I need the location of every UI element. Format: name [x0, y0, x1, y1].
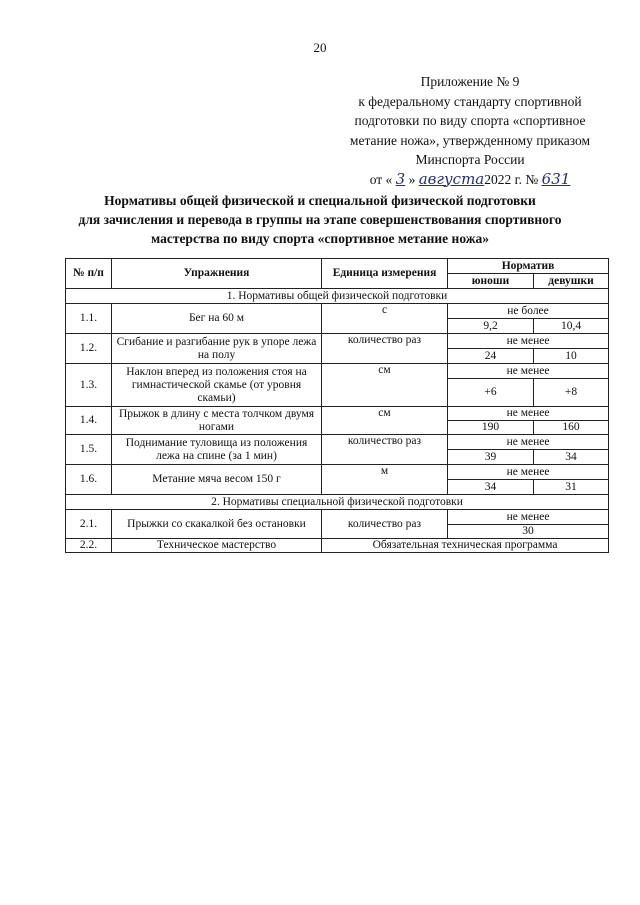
title-line-3: мастерства по виду спорта «спортивное метание ножа»: [150, 231, 490, 246]
value-girls: 31: [534, 480, 609, 495]
row-num: 2.1.: [66, 510, 112, 539]
row-exercise: Техническое мастерство: [112, 539, 322, 553]
row-exercise: Метание мяча весом 150 г: [112, 465, 322, 495]
value-boys: 34: [448, 480, 534, 495]
row-exercise: Поднимание туловища из положения лежа на спине (за 1 мин): [112, 435, 322, 465]
row-qualifier: не менее: [448, 435, 609, 450]
date-prefix: от «: [369, 171, 393, 187]
table-row: [66, 510, 609, 525]
value-both: 30: [448, 525, 609, 539]
row-qualifier: не менее: [448, 364, 609, 379]
order-date-line: [325, 170, 615, 190]
value-boys: 9,2: [448, 319, 534, 334]
row-num: 1.3.: [66, 364, 112, 407]
appendix-line-1: Приложение № 9: [420, 74, 520, 89]
appendix-line-2: к федеральному стандарту спортивной: [358, 93, 582, 109]
header-norm: Норматив: [448, 259, 609, 274]
row-qualifier: не менее: [448, 334, 609, 349]
row-unit: см: [322, 364, 448, 407]
header-exercises: Упражнения: [112, 259, 322, 289]
order-number-handwritten: 631: [541, 169, 571, 188]
value-boys: 190: [448, 421, 534, 435]
appendix-line-5: Минспорта России: [415, 152, 525, 167]
value-girls: 10,4: [534, 319, 609, 334]
header-boys: юноши: [448, 274, 534, 289]
table-row: [66, 334, 609, 349]
row-qualifier: не менее: [448, 465, 609, 480]
date-year: 2022 г. №: [484, 171, 539, 187]
row-exercise: Прыжки со скакалкой без остановки: [112, 510, 322, 539]
page-number: 20: [313, 40, 327, 55]
row-num: 1.4.: [66, 407, 112, 435]
row-unit: с: [322, 304, 448, 334]
row-num: 1.1.: [66, 304, 112, 334]
value-boys: +6: [448, 379, 534, 407]
row-num: 1.2.: [66, 334, 112, 364]
date-month-handwritten: августа: [418, 169, 485, 188]
section-row: [66, 289, 609, 304]
row-exercise: Бег на 60 м: [112, 304, 322, 334]
value-boys: 24: [448, 349, 534, 364]
table-row: [66, 304, 609, 319]
table-row: [66, 407, 609, 421]
appendix-header: [325, 72, 615, 189]
norms-table: [65, 258, 609, 553]
row-program: Обязательная техническая программа: [322, 539, 609, 553]
row-num: 2.2.: [66, 539, 112, 553]
row-unit: см: [322, 407, 448, 435]
section-row: [66, 495, 609, 510]
date-mid: »: [408, 171, 416, 187]
row-unit: количество раз: [322, 510, 448, 539]
row-num: 1.6.: [66, 465, 112, 495]
appendix-line-3: подготовки по виду спорта «спортивное: [354, 113, 586, 128]
header-row: [66, 259, 609, 274]
row-qualifier: не менее: [448, 407, 609, 421]
row-unit: количество раз: [322, 435, 448, 465]
row-exercise: Сгибание и разгибание рук в упоре лежа на полу: [112, 334, 322, 364]
table-row: [66, 435, 609, 450]
value-girls: 10: [534, 349, 609, 364]
row-unit: м: [322, 465, 448, 495]
header-unit: Единица измерения: [322, 259, 448, 289]
row-num: 1.5.: [66, 435, 112, 465]
date-day-handwritten: 3: [395, 169, 406, 188]
row-qualifier: не более: [448, 304, 609, 319]
value-girls: 34: [534, 450, 609, 465]
value-girls: +8: [534, 379, 609, 407]
value-girls: 160: [534, 421, 609, 435]
title-line-2: для зачисления и перевода в группы на этапе совершенствования спортивного: [78, 212, 562, 227]
row-exercise: Прыжок в длину с места толчком двумя ногами: [112, 407, 322, 435]
appendix-line-4: метание ножа», утвержденному приказом: [349, 132, 591, 148]
row-exercise: Наклон вперед из положения стоя на гимнастической скамье (от уровня скамьи): [112, 364, 322, 407]
table-row: [66, 539, 609, 553]
header-num: № п/п: [66, 259, 112, 289]
table-row: [66, 465, 609, 480]
title-line-1: Нормативы общей физической и специальной физической подготовки: [104, 193, 536, 208]
document-title: [40, 191, 600, 248]
row-qualifier: не менее: [448, 510, 609, 525]
value-boys: 39: [448, 450, 534, 465]
table-row: [66, 364, 609, 379]
row-unit: количество раз: [322, 334, 448, 364]
header-girls: девушки: [534, 274, 609, 289]
section-title-2: 2. Нормативы специальной физической подготовки: [66, 495, 609, 510]
section-title-1: 1. Нормативы общей физической подготовки: [66, 289, 609, 304]
